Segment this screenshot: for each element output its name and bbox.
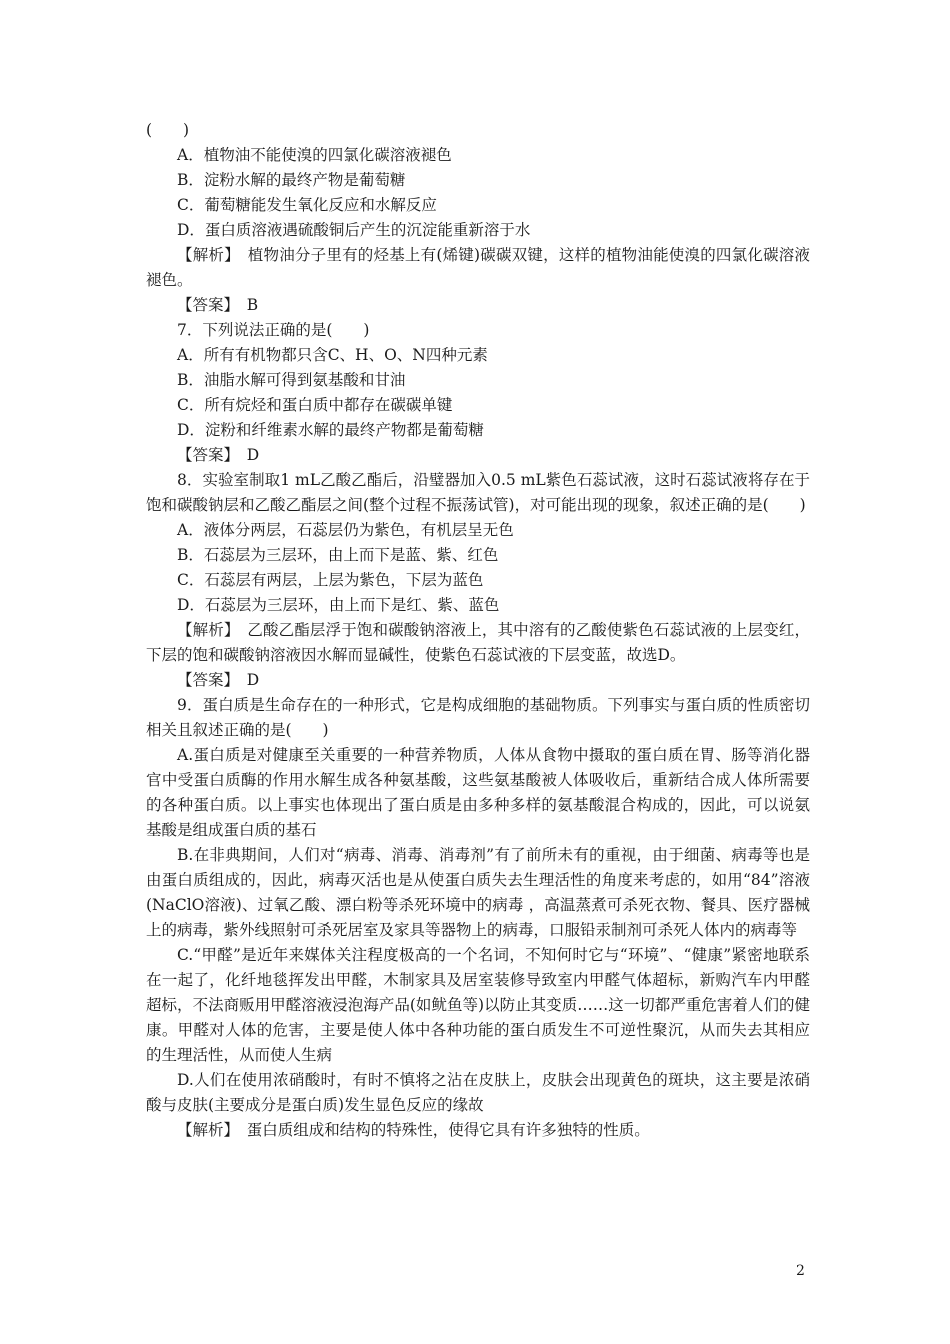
option-a: A.蛋白质是对健康至关重要的一种营养物质，人体从食物中摄取的蛋白质在胃、肠等消化器官中受蛋白质酶的作用水解生成各种氨基酸，这些氨基酸被人体吸收后，重新结合成人体所需要的各种蛋白质。以上事实也体现出了蛋白质是由多种多样的氨基酸混合构成的，因此，可以说氨基酸是组成蛋白质的基石 [146,746,810,839]
answer: 【答案】 D [177,446,260,464]
question-7: 7．下列说法正确的是( ) [177,321,370,339]
option-d: D．淀粉和纤维素水解的最终产物都是葡萄糖 [177,421,484,439]
answer: 【答案】 B [177,296,259,314]
option-b: B.在非典期间，人们对“病毒、消毒、消毒剂”有了前所未有的重视，由于细菌、病毒等也是由蛋白质组成的，因此，病毒灭活也是从使蛋白质失去生理活性的角度来考虑的，如用“84”溶液(NaClO溶液)、过氧乙酸、漂白粉等杀死环境中的病毒 ，高温蒸煮可杀死衣物、餐具、医疗器械上的病毒，紫外线照射可杀死居室及家具等器物上的病毒，口服铅汞制剂可杀死人体内的病毒等 [146,846,810,939]
option-b: B．石蕊层为三层环，由上而下是蓝、紫、红色 [177,546,499,564]
option-a: A．液体分两层，石蕊层仍为紫色，有机层呈无色 [177,521,514,539]
option-c: C．所有烷烃和蛋白质中都存在碳碳单键 [177,396,453,414]
option-c: C．葡萄糖能发生氧化反应和水解反应 [177,196,437,214]
option-d: D．石蕊层为三层环，由上而下是红、紫、蓝色 [177,596,500,614]
question-9: 9．蛋白质是生命存在的一种形式，它是构成细胞的基础物质。下列事实与蛋白质的性质密切相关且叙述正确的是( ) [146,696,810,739]
page-number: 2 [796,1263,805,1279]
analysis: 【解析】 乙酸乙酯层浮于饱和碳酸钠溶液上，其中溶有的乙酸使紫色石蕊试液的上层变红，下层的饱和碳酸钠溶液因水解而显碱性，使紫色石蕊试液的下层变蓝，故选D。 [146,621,810,664]
option-c: C．石蕊层有两层，上层为紫色，下层为蓝色 [177,571,484,589]
answer: 【答案】 D [177,671,260,689]
option-d: D．蛋白质溶液遇硫酸铜后产生的沉淀能重新溶于水 [177,221,531,239]
document-page [146,118,810,1143]
option-a: A．所有有机物都只含C、H、O、N四种元素 [177,346,488,364]
option-c: C.“甲醛”是近年来媒体关注程度极高的一个名词，不知何时它与“环境”、“健康”紧密地联系在一起了，化纤地毯挥发出甲醛，木制家具及居室装修导致室内甲醛气体超标，新购汽车内甲醛超标，不法商贩用甲醛溶液浸泡海产品(如鱿鱼等)以防止其变质……这一切都严重危害着人们的健康。甲醛对人体的危害，主要是使人体中各种功能的蛋白质发生不可逆性聚沉，从而失去其相应的生理活性，从而使人生病 [146,946,810,1064]
analysis: 【解析】 蛋白质组成和结构的特殊性，使得它具有许多独特的性质。 [177,1121,650,1139]
question-bracket: ( ) [146,121,190,139]
option-a: A．植物油不能使溴的四氯化碳溶液褪色 [177,146,452,164]
option-b: B．油脂水解可得到氨基酸和甘油 [177,371,406,389]
analysis: 【解析】 植物油分子里有的烃基上有(烯键)碳碳双键，这样的植物油能使溴的四氯化碳溶液褪色。 [146,246,810,289]
question-8: 8．实验室制取1 mL乙酸乙酯后，沿璧器加入0.5 mL紫色石蕊试液，这时石蕊试液将存在于饱和碳酸钠层和乙酸乙酯层之间(整个过程不振荡试管)，对可能出现的现象，叙述正确的是( ) [146,471,810,514]
option-d: D.人们在使用浓硝酸时，有时不慎将之沾在皮肤上，皮肤会出现黄色的斑块，这主要是浓硝酸与皮肤(主要成分是蛋白质)发生显色反应的缘故 [146,1071,810,1114]
option-b: B．淀粉水解的最终产物是葡萄糖 [177,171,406,189]
